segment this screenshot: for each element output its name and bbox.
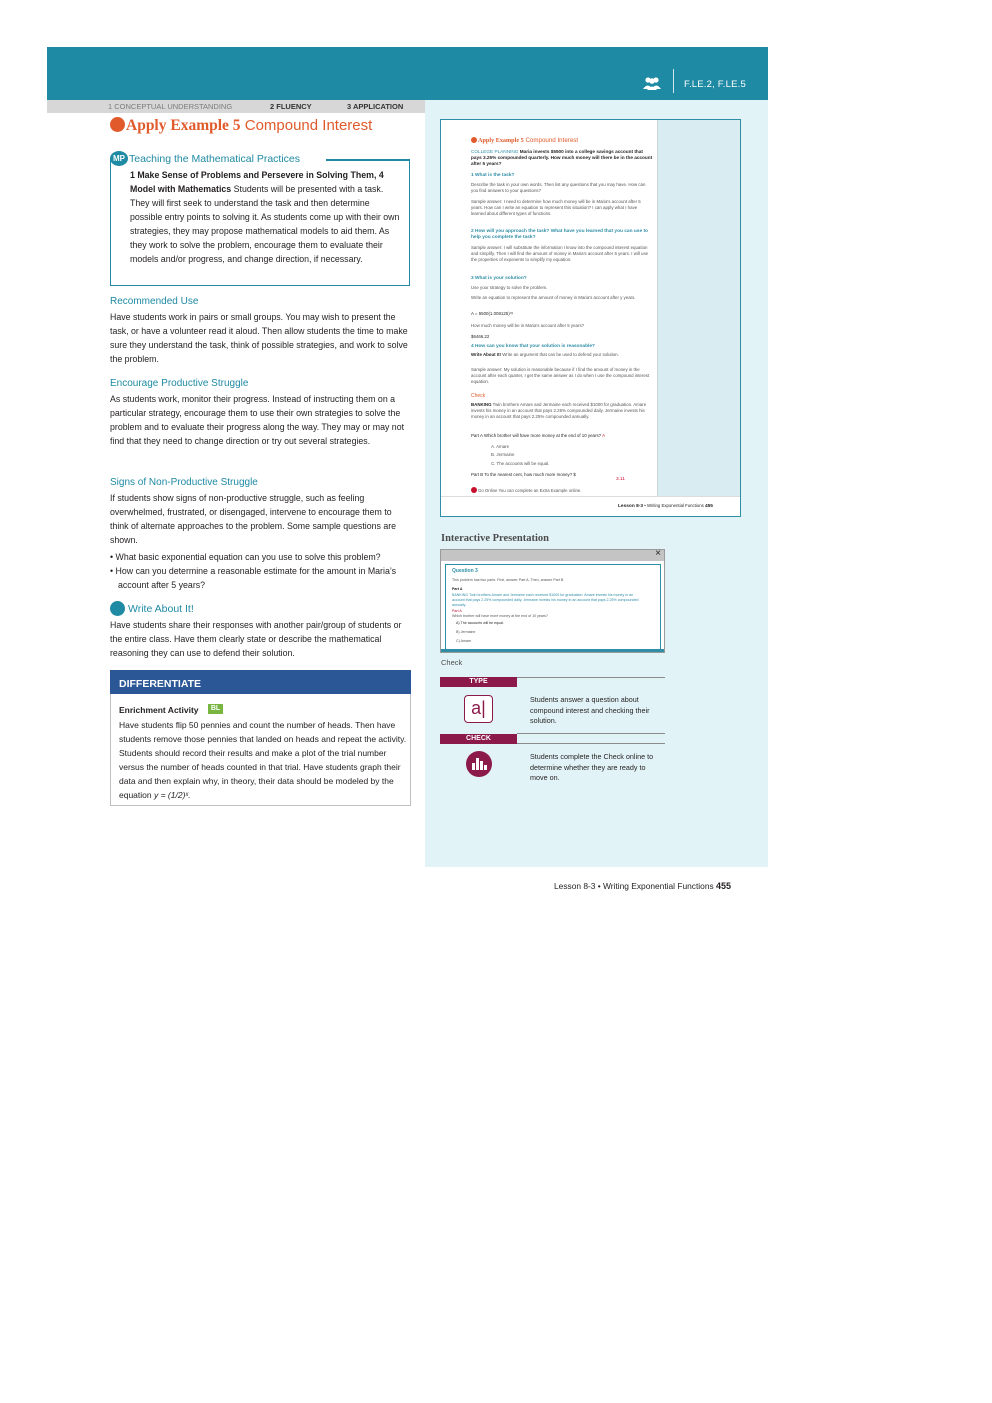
thumbnail-problem	[471, 149, 653, 168]
check-tag: CHECK	[440, 734, 517, 744]
check-rule-top	[517, 733, 665, 734]
part-b-question: Part B To the nearest cent, how much more money? $	[471, 472, 576, 477]
title-light: Compound Interest	[244, 117, 373, 134]
go-online-note	[471, 487, 581, 493]
screenshot-line: Which brother will have more money at the end of 10 years?	[452, 614, 548, 618]
screenshot-line: Part A	[452, 609, 462, 613]
lesson-steps-bar	[47, 100, 425, 113]
screenshot-titlebar	[441, 550, 664, 561]
type-tag: TYPE	[440, 677, 517, 687]
footer-title: Writing Exponential Functions	[603, 881, 714, 891]
option-c: C. The accounts will be equal.	[491, 461, 550, 466]
text-input-icon: a|	[464, 695, 493, 723]
pencil-icon	[110, 601, 125, 616]
option-b: B. Jermaine	[491, 452, 515, 457]
step-1-question: 1 What is the task?	[471, 173, 515, 178]
thumbnail-footer-page: 455	[704, 504, 713, 509]
screenshot-option: A) The accounts will be equal.	[456, 621, 504, 625]
check-text: Twin brothers Amare and Jermaine each received $1000 for graduation. Amare invests his money in an account that pays 2.25% compounded daily. Jermaine invests his money in an account that pays 2.25% compounded annually.	[471, 402, 647, 420]
enrichment-body: Have students flip 50 pennies and count the number of heads. Then have students remove those pennies that landed on heads and repeat the activity. Students should record their results and make a plot of the trial number versus the number of heads counted in that trial. Have students graph their data and then explain why, in theory, their data should be modeled by the equation	[119, 720, 407, 800]
math-practices-text	[130, 168, 404, 266]
thumbnail-title-light: Compound Interest	[525, 137, 579, 144]
productive-struggle-text: As students work, monitor their progress. Instead of instructing them on a particular strategy, encourage them to use their own strategies to solve the problem and to evaluate their progress along the way. They may or may not find that they need to change direction or try out several strategies.	[110, 394, 405, 446]
part-b-answer: 3.11	[616, 477, 625, 482]
step-4-answer: Sample answer: My solution is reasonable because if I find the amount of money in the account after each quarter, I get the same answer as I do when I use the compound interest equation.	[471, 367, 650, 385]
non-productive-heading: Signs of Non-Productive Struggle	[110, 477, 258, 488]
level-badge: BL	[208, 704, 223, 714]
step-3-amount-prompt: How much money will be in Maria's account after 5 years?	[471, 323, 585, 328]
interactive-presentation-heading: Interactive Presentation	[441, 533, 549, 544]
footer-lesson: Lesson 8-3	[554, 881, 596, 891]
option-a: A. Amare	[491, 444, 510, 449]
math-practices-body: Students will be presented with a task. They will first seek to understand the task and then determine possible entry points to solving it. As students come up with their own strategies, they may propose mathematical models to aid them. As they work to solve the problem, encourage them to evaluate their models and/or progress, and change direction, if necessary.	[130, 184, 400, 264]
check-description: Students complete the Check online to determine whether they are ready to move on.	[530, 752, 654, 782]
title-bold: Apply Example 5	[126, 117, 241, 134]
footer-bullet: •	[597, 881, 601, 891]
differentiate-bar: DIFFERENTIATE	[110, 670, 411, 694]
mp-badge-icon: MP	[110, 151, 128, 166]
step-fluency: 2 FLUENCY	[270, 102, 312, 111]
step-application: 3 APPLICATION	[347, 102, 404, 111]
write-text: Write an argument that can be used to defend your solution.	[502, 352, 619, 357]
check-tag: BANKING	[471, 402, 492, 407]
go-online-icon	[471, 487, 477, 493]
header-banner	[47, 47, 768, 100]
recommended-use-text: Have students work in pairs or small groups. You may wish to present the task, or have a volunteer read it aloud. Then allow students the time to make sure they understand the task, think of possible strategies, and work to solve the problem.	[110, 312, 408, 364]
thumbnail-divider	[441, 496, 740, 497]
enrichment-text	[119, 718, 409, 802]
enrichment-equation: y = (1/2)ˣ.	[154, 790, 191, 800]
step-4-write	[471, 352, 653, 358]
interactive-screenshot	[440, 549, 665, 653]
recommended-use-heading: Recommended Use	[110, 296, 199, 307]
screenshot-option: C) Amare	[456, 639, 472, 643]
screenshot-line: annually.	[452, 603, 467, 607]
non-productive-text: If students show signs of non-productive struggle, such as feeling overwhelmed, frustrated, or disengaged, intervene to encourage them to think of alternate approaches to the problem. Some sample questions are shown.	[110, 493, 397, 545]
screenshot-line: BANKING Twin brothers Amare and Jermaine each received $1000 for graduation. Amare invests his money in an	[452, 593, 634, 597]
sample-questions-list	[110, 550, 410, 592]
screenshot-line: Part A	[452, 587, 463, 591]
math-practices-lead: 1 Make Sense of Problems and Persevere in Solving Them, 4 Model with Mathematics	[130, 170, 384, 194]
close-icon: ×	[655, 548, 661, 559]
thumbnail-title-bold: Apply Example 5	[478, 137, 524, 144]
list-item: • What basic exponential equation can you use to solve this problem?	[110, 552, 381, 562]
thumbnail-margin	[657, 120, 740, 496]
thumbnail-footer-title: Writing Exponential Functions	[646, 503, 704, 508]
step-3-equation: A = 5500(1.008125)⁴ʸ	[471, 311, 513, 316]
thumbnail-footer: Lesson 8-3 • Writing Exponential Functions 455	[618, 503, 713, 509]
screenshot-option: B) Jermaine	[456, 630, 476, 634]
screenshot-line: account that pays 2.25% compounded daily. Jermaine invests his money in an account that pays 2.25% compounded	[452, 598, 639, 602]
problem-text: Maria invests $5500 into a college savings account that pays 3.25% compounded quarterly. How much money will there be in the account after 5 years?	[471, 149, 653, 167]
enrichment-heading: Enrichment Activity	[119, 705, 199, 715]
math-practices-top-rule	[326, 159, 410, 161]
part-a-text: Part A Which brother will have more money at the end of 10 years?	[471, 433, 602, 438]
step-conceptual: 1 CONCEPTUAL UNDERSTANDING	[108, 102, 233, 111]
check-heading: Check	[471, 393, 486, 399]
student-page-thumbnail	[440, 119, 741, 517]
page-number: 455	[716, 881, 732, 891]
step-4-question: 4 How can you know that your solution is reasonable?	[471, 344, 595, 349]
thumbnail-title	[471, 137, 578, 144]
globe-icon	[471, 137, 477, 143]
check-problem	[471, 402, 653, 420]
page-title	[110, 117, 372, 135]
write-label: Write About It!	[471, 352, 501, 357]
page-footer	[554, 881, 731, 891]
part-a-question	[471, 433, 653, 439]
problem-tag: COLLEGE PLANNING	[471, 149, 519, 154]
type-rule	[517, 677, 665, 678]
step-3-amount: $6466.22	[471, 334, 490, 339]
globe-icon	[110, 117, 125, 132]
part-a-answer: A	[602, 433, 605, 438]
screenshot-question: Question 3	[452, 568, 478, 574]
group-icon	[643, 76, 661, 90]
screenshot-content	[445, 564, 661, 650]
thumbnail-footer-lesson: Lesson 8-3	[618, 504, 644, 509]
math-practices-heading: Teaching the Mathematical Practices	[129, 153, 300, 165]
write-about-it-heading: Write About It!	[128, 603, 194, 615]
standards-label: F.LE.2, F.LE.5	[684, 79, 746, 90]
go-online-text: Go Online You can complete an Extra Example online.	[478, 488, 582, 493]
step-3-equation-prompt: Write an equation to represent the amount of money in Maria's account after y years.	[471, 295, 636, 300]
write-about-it-text: Have students share their responses with another pair/group of students or the entire class. Have them clearly state or describe the mathematical reasoning they can use to defend their solution.	[110, 620, 402, 658]
type-description: Students answer a question about compound interest and checking their solution.	[530, 695, 650, 725]
step-2-answer: Sample answer: I will substitute the information I know into the compound interest equation and simplify. Then I will find the amount of money in Maria's account after 5 years. I will use the properties of exponents to simplify my equation.	[471, 245, 649, 263]
screenshot-bottom-bar	[441, 649, 664, 652]
screenshot-line: This problem has two parts. First, answer Part A. Then, answer Part B.	[452, 578, 565, 582]
screenshot-caption: Check	[441, 658, 463, 667]
step-2-question: 2 How will you approach the task? What have you learned that you can use to help you complete the task?	[471, 229, 648, 240]
check-rule	[517, 743, 665, 744]
step-1-answer: Sample answer: I need to determine how much money will be in Maria's account after 5 years. How can I write an equation to represent this situation? I can apply what I have learned about different types of functions.	[471, 199, 641, 217]
step-3-prompt: Use your strategy to solve the problem.	[471, 285, 548, 290]
banner-divider	[673, 69, 674, 93]
productive-struggle-heading: Encourage Productive Struggle	[110, 378, 249, 389]
bar-chart-icon	[466, 751, 492, 777]
list-item: • How can you determine a reasonable estimate for the amount in Maria’s account after 5 years?	[110, 566, 397, 590]
step-1-prompt: Describe the task in your own words. Then list any questions that you may have. How can you find answers to your questions?	[471, 182, 646, 194]
step-3-question: 3 What is your solution?	[471, 276, 527, 281]
